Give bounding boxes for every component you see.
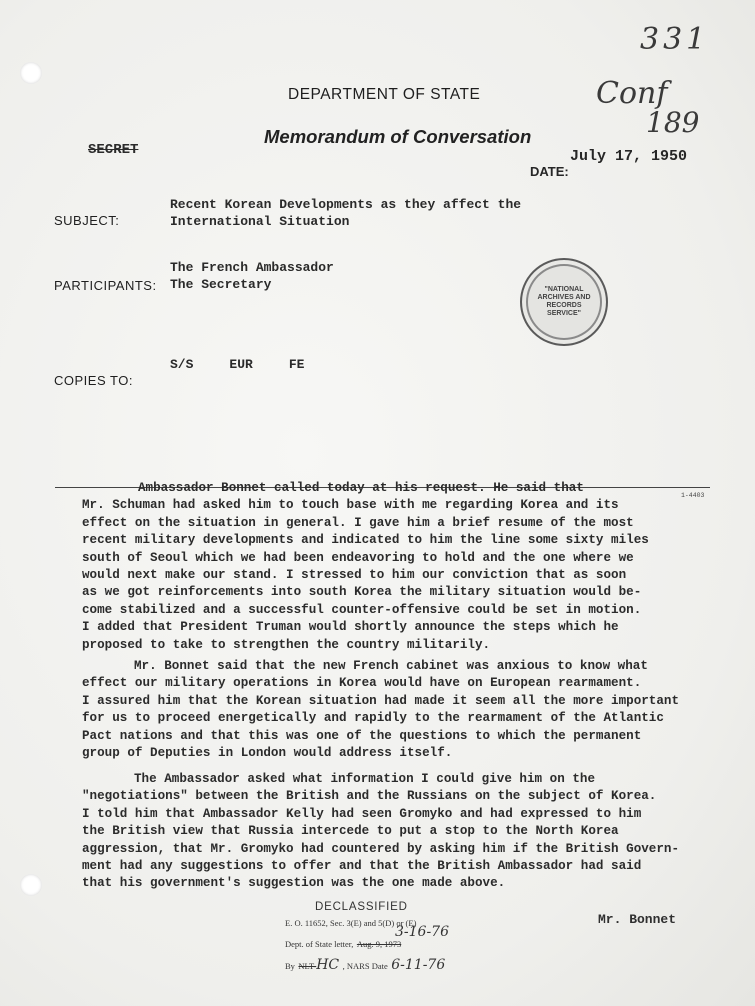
copies-recipients: [170, 356, 430, 373]
paragraph-line: Pact nations and that this was one of the questions to which the permanent: [82, 728, 642, 743]
body-paragraph-3: [82, 771, 722, 893]
participant-name: The French Ambassador: [170, 260, 334, 275]
paragraph-line: "negotiations" between the British and the Russians on the subject of Korea.: [82, 789, 657, 804]
paragraph-line: the British view that Russia intercede to put a stop to the North Korea: [82, 824, 619, 839]
stamp-line: SERVICE": [547, 310, 581, 317]
paragraph-line: Mr. Bonnet said that the new French cabinet was anxious to know what: [134, 659, 648, 673]
archives-stamp: [520, 258, 608, 346]
handwritten-nars-date: 6-11-76: [391, 957, 446, 973]
paragraph-line: ment had any suggestions to offer and that the British Ambassador had said: [82, 859, 642, 874]
paragraph-line: recent military developments and indicated to him the line some sixty miles: [82, 533, 649, 548]
paragraph-line: come stabilized and a successful counter-offensive could be set in motion.: [82, 602, 642, 617]
body-paragraph-2: [82, 658, 722, 762]
classification-marking: SECRET: [88, 142, 139, 158]
handwritten-initials: HC: [316, 957, 340, 973]
stamp-line: "NATIONAL: [544, 286, 584, 293]
paragraph-line: I added that President Truman would shortly announce the steps which he: [82, 620, 619, 635]
handwritten-date: 3-16-76: [395, 924, 449, 940]
form-reference: 1-4403: [681, 492, 705, 499]
stamp-line: ARCHIVES AND: [537, 294, 591, 301]
handwritten-conf-note: Conf: [596, 76, 668, 111]
subject-value: [170, 196, 590, 230]
paragraph-line: that his government's suggestion was the one made above.: [82, 876, 506, 891]
copy-recipient: EUR: [229, 357, 253, 372]
participants-label: PARTICIPANTS:: [54, 278, 157, 293]
body-paragraph-1: [82, 480, 722, 654]
subject-label: SUBJECT:: [54, 213, 120, 228]
stamp-line: RECORDS: [546, 302, 582, 309]
copies-label: COPIES TO:: [54, 373, 133, 388]
memo-title: Memorandum of Conversation: [264, 126, 532, 147]
department-heading: DEPARTMENT OF STATE: [288, 86, 481, 103]
date-value: July 17, 1950: [570, 148, 688, 165]
paragraph-line: aggression, that Mr. Gromyko had countered by asking him if the British Govern-: [82, 841, 680, 856]
declass-by-label: By: [285, 961, 295, 971]
copy-recipient: FE: [288, 357, 305, 372]
handwritten-page-number: 189: [646, 106, 700, 139]
participant-name: The Secretary: [170, 277, 272, 292]
signoff-name: Mr. Bonnet: [598, 912, 677, 927]
declass-by-struck: NLT-: [298, 961, 317, 971]
nars-date-label: , NARS Date: [342, 961, 388, 971]
paragraph-line: proposed to take to strengthen the country militarily.: [82, 637, 491, 652]
declass-letter-date: Aug. 9, 1973: [356, 939, 402, 949]
paragraph-line: I assured him that the Korean situation had made it seem all the more important: [82, 693, 680, 708]
copy-recipient: S/S: [170, 357, 194, 372]
date-label: DATE:: [530, 164, 569, 179]
participants-list: [170, 259, 470, 293]
declassified-title: DECLASSIFIED: [315, 901, 408, 913]
declass-authority: E. O. 11652, Sec. 3(E) and 5(D) or (E): [285, 918, 417, 928]
paragraph-line: as we got reinforcements into south Korea the military situation would be-: [82, 585, 642, 600]
paragraph-line: would next make our stand. I stressed to him our conviction that as soon: [82, 568, 627, 583]
paragraph-line: effect on the situation in general. I gave him a brief resume of the most: [82, 515, 634, 530]
paragraph-line: south of Seoul which we had been endeavoring to hold and the one where we: [82, 550, 634, 565]
paragraph-line: for us to proceed energetically and rapidly to the rearmament of the Atlantic: [82, 711, 664, 726]
subject-line: International Situation: [170, 214, 350, 229]
handwritten-document-number: 331: [640, 22, 710, 57]
paragraph-line: The Ambassador asked what information I could give him on the: [134, 772, 596, 786]
punch-hole: [20, 874, 42, 896]
paragraph-line: effect our military operations in Korea would have on European rearmament.: [82, 676, 642, 691]
paragraph-line: I told him that Ambassador Kelly had seen Gromyko and had expressed to him: [82, 806, 642, 821]
declass-letter-prefix: Dept. of State letter,: [285, 939, 354, 949]
paragraph-line: Ambassador Bonnet called today at his request. He said that: [138, 481, 584, 495]
punch-hole: [20, 62, 42, 84]
paragraph-line: group of Deputies in London would address itself.: [82, 746, 453, 761]
subject-line: Recent Korean Developments as they affect the: [170, 197, 522, 212]
stamp-text: [536, 286, 592, 318]
paragraph-line: Mr. Schuman had asked him to touch base with me regarding Korea and its: [82, 498, 619, 513]
